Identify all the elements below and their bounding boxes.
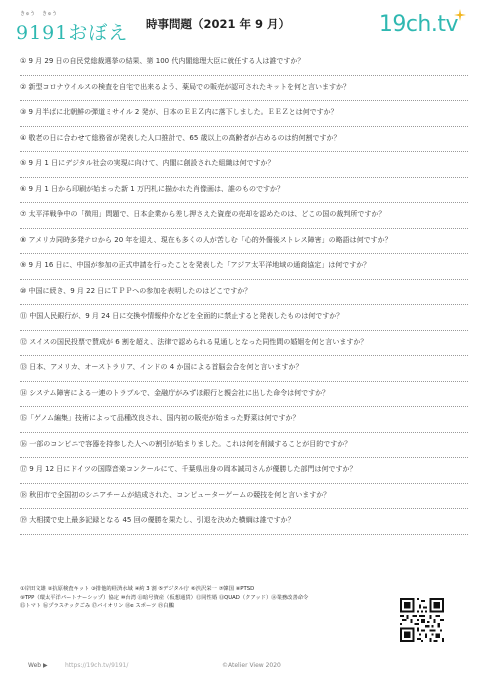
logo-furigana-2: きゅう — [42, 11, 58, 17]
answer-line: ⑮トマト ⑯プラスチックごみ ⑰バイオリン ⑱e スポーツ ⑲白鵬 — [20, 603, 174, 610]
question-item: ⑨ 9 月 16 日に、中国が参加の正式申請を行ったことを発表した「アジア太平洋地域の通商協定」は何ですか？ — [20, 254, 468, 280]
question-item: ③ 9 月半ばに北朝鮮の弾道ミサイル 2 発が、日本のＥＥＺ内に落下しました。ＥＥＺとは何ですか？ — [20, 101, 468, 127]
question-item: ⑤ 9 月 1 日にデジタル社会の実現に向けて、内閣に創設された組織は何ですか？ — [20, 152, 468, 178]
question-item: ④ 敬老の日に合わせて総務省が発表した人口推計で、65 歳以上の高齢者が占めるのは約何割ですか？ — [20, 127, 468, 153]
question-item: ⑩ 中国に続き、9 月 22 日にＴＰＰへの参加を表明したのはどこですか？ — [20, 280, 468, 306]
question-item: ⑮「ゲノム編集」技術によって品種改良され、国内初の販売が始まった野菜は何ですか？ — [20, 407, 468, 433]
question-item: ⑪ 中国人民銀行が、9 月 24 日に交換や情報仲介などを全面的に禁止すると発表したものは何ですか？ — [20, 305, 468, 331]
answer-line: ⑨TPP（環太平洋パートナーシップ）協定 ⑩台湾 ⑪暗号資産（仮想通貨）⑫同性婚 ⑬QUAD（クアッド）⑭業務改善命令 — [20, 594, 309, 601]
answer-line: ①岸田文雄 ②抗原検査キット ③排他的経済水域 ④約 3 割 ⑤デジタル庁 ⑥渋沢栄一 ⑦韓国 ⑧PTSD — [20, 586, 255, 592]
question-item: ⑱ 秋田市で全国初のシニアチームが結成された、コンピューターゲームの競技を何と言いますか？ — [20, 484, 468, 510]
brand-logo: 19ch.tv — [378, 12, 458, 37]
question-item: ⑬ 日本、アメリカ、オーストラリア、インドの 4 か国による首脳会合を何と言いますか？ — [20, 356, 468, 382]
logo-text: 9191おぼえ — [16, 22, 129, 44]
web-label: Web ▶ — [28, 662, 48, 669]
footer — [0, 662, 480, 674]
question-item: ⑲ 大相撲で史上最多記録となる 45 回の優勝を果たし、引退を決めた横綱は誰ですか？ — [20, 509, 468, 535]
qr-code-icon[interactable] — [400, 598, 444, 642]
question-item: ⑫ スイスの国民投票で賛成が 6 割を超え、法律で認められる見通しとなった同性間の婚姻を何と言いますか？ — [20, 331, 468, 357]
spark-icon — [454, 9, 466, 21]
question-list — [20, 50, 468, 535]
answer-key — [20, 585, 388, 611]
question-item: ① 9 月 29 日の自民党総裁選挙の結果、第 100 代内閣総理大臣に就任する人は誰ですか？ — [20, 50, 468, 76]
website-link[interactable]: https://19ch.tv/9191/ — [65, 662, 129, 669]
logo-furigana-1: きゅう — [20, 11, 36, 17]
header — [0, 0, 480, 48]
logo — [16, 12, 136, 42]
question-item: ⑭ システム障害による一連のトラブルで、金融庁がみずほ銀行と親会社に出した命令は何ですか？ — [20, 382, 468, 408]
question-item: ⑰ 9 月 12 日にドイツの国際音楽コンクールにて、千葉県出身の岡本誠司さんが優勝した部門は何ですか？ — [20, 458, 468, 484]
question-item: ⑦ 太平洋戦争中の「徴用」問題で、日本企業から差し押さえた資産の売却を認めたのは、どこの国の裁判所ですか？ — [20, 203, 468, 229]
question-item: ⑧ アメリカ同時多発テロから 20 年を迎え、現在も多くの人が苦しむ「心的外傷後ストレス障害」の略語は何ですか？ — [20, 229, 468, 255]
question-item: ⑥ 9 月 1 日から印刷が始まった新 1 万円札に描かれた肖像画は、誰のものですか？ — [20, 178, 468, 204]
question-item: ⑯ 一部のコンビニで容器を持参した人への割引が始まりました。これは何を削減することが目的ですか？ — [20, 433, 468, 459]
page-title: 時事問題（2021 年 9 月） — [146, 17, 291, 31]
question-item: ② 新型コロナウイルスの検査を自宅で出来るよう、薬局での販売が認可されたキットを何と言いますか？ — [20, 76, 468, 102]
copyright: ©Atelier View 2020 — [222, 662, 281, 669]
